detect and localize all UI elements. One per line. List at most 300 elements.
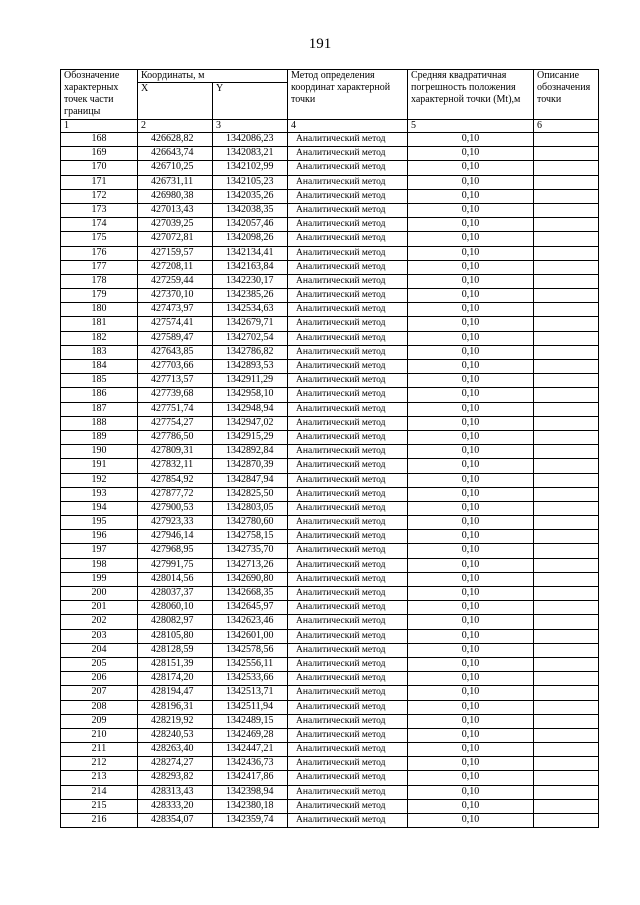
table-row <box>61 572 599 586</box>
table-row <box>61 175 599 189</box>
coord-y-cell: 1342417,86 <box>213 771 288 785</box>
method-cell: Аналитический метод <box>288 587 408 601</box>
description-cell <box>534 189 599 203</box>
coord-x-cell: 427751,74 <box>138 402 213 416</box>
description-cell <box>534 317 599 331</box>
point-number-cell: 168 <box>61 133 138 147</box>
coord-y-cell: 1342035,26 <box>213 189 288 203</box>
coord-y-cell: 1342380,18 <box>213 799 288 813</box>
coord-x-cell: 427968,95 <box>138 544 213 558</box>
table-row <box>61 544 599 558</box>
table-row <box>61 317 599 331</box>
coord-x-cell: 427946,14 <box>138 530 213 544</box>
coord-x-cell: 426643,74 <box>138 147 213 161</box>
method-cell: Аналитический метод <box>288 331 408 345</box>
point-number-cell: 202 <box>61 615 138 629</box>
method-cell: Аналитический метод <box>288 459 408 473</box>
description-cell <box>534 501 599 515</box>
coord-y-cell: 1342102,99 <box>213 161 288 175</box>
description-cell <box>534 558 599 572</box>
coord-y-cell: 1342601,00 <box>213 629 288 643</box>
method-cell: Аналитический метод <box>288 246 408 260</box>
coord-x-cell: 428105,80 <box>138 629 213 643</box>
coord-y-cell: 1342668,35 <box>213 587 288 601</box>
error-cell: 0,10 <box>408 558 534 572</box>
table-row <box>61 218 599 232</box>
coord-x-cell: 427854,92 <box>138 473 213 487</box>
description-cell <box>534 516 599 530</box>
point-number-cell: 214 <box>61 785 138 799</box>
coord-x-cell: 427259,44 <box>138 274 213 288</box>
point-number-cell: 172 <box>61 189 138 203</box>
coord-y-cell: 1342847,94 <box>213 473 288 487</box>
error-cell: 0,10 <box>408 331 534 345</box>
description-cell <box>534 814 599 828</box>
coord-x-cell: 427739,68 <box>138 388 213 402</box>
method-cell: Аналитический метод <box>288 530 408 544</box>
coord-x-cell: 427832,11 <box>138 459 213 473</box>
coord-y-cell: 1342038,35 <box>213 203 288 217</box>
table-row <box>61 445 599 459</box>
table-row <box>61 643 599 657</box>
table-row <box>61 416 599 430</box>
table-row <box>61 799 599 813</box>
coord-x-cell: 428263,40 <box>138 743 213 757</box>
table-body <box>61 133 599 828</box>
coord-x-cell: 427589,47 <box>138 331 213 345</box>
coord-y-cell: 1342134,41 <box>213 246 288 260</box>
error-cell: 0,10 <box>408 246 534 260</box>
point-number-cell: 177 <box>61 260 138 274</box>
method-cell: Аналитический метод <box>288 516 408 530</box>
coord-y-cell: 1342825,50 <box>213 487 288 501</box>
coord-x-cell: 426710,25 <box>138 161 213 175</box>
description-cell <box>534 246 599 260</box>
coord-y-cell: 1342892,84 <box>213 445 288 459</box>
error-cell: 0,10 <box>408 714 534 728</box>
table-row <box>61 459 599 473</box>
description-cell <box>534 274 599 288</box>
point-number-cell: 206 <box>61 672 138 686</box>
table-row <box>61 530 599 544</box>
coord-x-cell: 427703,66 <box>138 360 213 374</box>
description-cell <box>534 544 599 558</box>
table-row <box>61 274 599 288</box>
error-cell: 0,10 <box>408 601 534 615</box>
point-number-cell: 197 <box>61 544 138 558</box>
error-cell: 0,10 <box>408 402 534 416</box>
table-row <box>61 700 599 714</box>
coord-y-cell: 1342511,94 <box>213 700 288 714</box>
coord-y-cell: 1342578,56 <box>213 643 288 657</box>
coordinates-table <box>60 69 599 828</box>
error-cell: 0,10 <box>408 771 534 785</box>
table-row <box>61 629 599 643</box>
coord-y-cell: 1342702,54 <box>213 331 288 345</box>
method-cell: Аналитический метод <box>288 643 408 657</box>
description-cell <box>534 615 599 629</box>
coord-x-cell: 427923,33 <box>138 516 213 530</box>
method-cell: Аналитический метод <box>288 473 408 487</box>
description-cell <box>534 430 599 444</box>
point-number-cell: 170 <box>61 161 138 175</box>
table-row <box>61 672 599 686</box>
coord-y-cell: 1342758,15 <box>213 530 288 544</box>
error-cell: 0,10 <box>408 544 534 558</box>
column-index-cell: 1 <box>61 120 138 133</box>
coord-x-cell: 427208,11 <box>138 260 213 274</box>
method-cell: Аналитический метод <box>288 360 408 374</box>
description-cell <box>534 700 599 714</box>
coord-y-cell: 1342447,21 <box>213 743 288 757</box>
coord-y-cell: 1342230,17 <box>213 274 288 288</box>
table-row <box>61 814 599 828</box>
error-cell: 0,10 <box>408 799 534 813</box>
table-row <box>61 260 599 274</box>
point-number-cell: 189 <box>61 430 138 444</box>
table-row <box>61 728 599 742</box>
description-cell <box>534 728 599 742</box>
error-cell: 0,10 <box>408 317 534 331</box>
coord-x-cell: 428240,53 <box>138 728 213 742</box>
error-cell: 0,10 <box>408 232 534 246</box>
column-index-cell: 6 <box>534 120 599 133</box>
error-cell: 0,10 <box>408 303 534 317</box>
table-row <box>61 246 599 260</box>
point-number-cell: 181 <box>61 317 138 331</box>
description-cell <box>534 161 599 175</box>
coord-x-cell: 426980,38 <box>138 189 213 203</box>
method-cell: Аналитический метод <box>288 203 408 217</box>
table-row <box>61 303 599 317</box>
table-row <box>61 360 599 374</box>
point-number-cell: 180 <box>61 303 138 317</box>
error-cell: 0,10 <box>408 516 534 530</box>
error-cell: 0,10 <box>408 388 534 402</box>
method-cell: Аналитический метод <box>288 686 408 700</box>
method-cell: Аналитический метод <box>288 657 408 671</box>
method-cell: Аналитический метод <box>288 430 408 444</box>
error-cell: 0,10 <box>408 473 534 487</box>
method-cell: Аналитический метод <box>288 303 408 317</box>
table-row <box>61 686 599 700</box>
description-cell <box>534 459 599 473</box>
table-row <box>61 203 599 217</box>
table-row <box>61 487 599 501</box>
table-row <box>61 161 599 175</box>
point-number-cell: 185 <box>61 374 138 388</box>
table-row <box>61 657 599 671</box>
point-number-cell: 191 <box>61 459 138 473</box>
coord-y-cell: 1342534,63 <box>213 303 288 317</box>
table-row <box>61 743 599 757</box>
header-error: Средняя квадратичная погрешность положения характерной точки (Mt),м <box>408 70 534 120</box>
method-cell: Аналитический метод <box>288 743 408 757</box>
coord-y-cell: 1342645,97 <box>213 601 288 615</box>
point-number-cell: 179 <box>61 289 138 303</box>
table-row <box>61 558 599 572</box>
table-row <box>61 402 599 416</box>
error-cell: 0,10 <box>408 785 534 799</box>
table-row <box>61 189 599 203</box>
description-cell <box>534 331 599 345</box>
point-number-cell: 183 <box>61 345 138 359</box>
description-cell <box>534 657 599 671</box>
header-y: Y <box>213 83 288 120</box>
coord-x-cell: 428333,20 <box>138 799 213 813</box>
point-number-cell: 182 <box>61 331 138 345</box>
coord-y-cell: 1342893,53 <box>213 360 288 374</box>
coord-x-cell: 428293,82 <box>138 771 213 785</box>
header-coordinates: Координаты, м <box>138 70 288 83</box>
error-cell: 0,10 <box>408 133 534 147</box>
coord-y-cell: 1342098,26 <box>213 232 288 246</box>
error-cell: 0,10 <box>408 218 534 232</box>
point-number-cell: 176 <box>61 246 138 260</box>
method-cell: Аналитический метод <box>288 445 408 459</box>
description-cell <box>534 643 599 657</box>
description-cell <box>534 260 599 274</box>
table-row <box>61 147 599 161</box>
error-cell: 0,10 <box>408 530 534 544</box>
description-cell <box>534 360 599 374</box>
error-cell: 0,10 <box>408 629 534 643</box>
error-cell: 0,10 <box>408 161 534 175</box>
table-row <box>61 345 599 359</box>
coord-y-cell: 1342105,23 <box>213 175 288 189</box>
coord-y-cell: 1342086,23 <box>213 133 288 147</box>
description-cell <box>534 629 599 643</box>
method-cell: Аналитический метод <box>288 161 408 175</box>
description-cell <box>534 402 599 416</box>
table-row <box>61 374 599 388</box>
point-number-cell: 169 <box>61 147 138 161</box>
coord-y-cell: 1342385,26 <box>213 289 288 303</box>
column-index-cell: 2 <box>138 120 213 133</box>
error-cell: 0,10 <box>408 147 534 161</box>
point-number-cell: 194 <box>61 501 138 515</box>
coord-y-cell: 1342057,46 <box>213 218 288 232</box>
description-cell <box>534 785 599 799</box>
method-cell: Аналитический метод <box>288 402 408 416</box>
point-number-cell: 208 <box>61 700 138 714</box>
description-cell <box>534 232 599 246</box>
header-row <box>61 70 599 83</box>
point-number-cell: 188 <box>61 416 138 430</box>
method-cell: Аналитический метод <box>288 615 408 629</box>
coord-y-cell: 1342948,94 <box>213 402 288 416</box>
error-cell: 0,10 <box>408 501 534 515</box>
description-cell <box>534 203 599 217</box>
method-cell: Аналитический метод <box>288 757 408 771</box>
method-cell: Аналитический метод <box>288 147 408 161</box>
description-cell <box>534 133 599 147</box>
description-cell <box>534 771 599 785</box>
coord-x-cell: 427072,81 <box>138 232 213 246</box>
description-cell <box>534 743 599 757</box>
coord-y-cell: 1342803,05 <box>213 501 288 515</box>
description-cell <box>534 175 599 189</box>
coord-x-cell: 427713,57 <box>138 374 213 388</box>
coord-y-cell: 1342870,39 <box>213 459 288 473</box>
description-cell <box>534 714 599 728</box>
coord-y-cell: 1342556,11 <box>213 657 288 671</box>
coord-x-cell: 428174,20 <box>138 672 213 686</box>
error-cell: 0,10 <box>408 430 534 444</box>
coord-x-cell: 428037,37 <box>138 587 213 601</box>
column-index-cell: 3 <box>213 120 288 133</box>
description-cell <box>534 289 599 303</box>
point-number-cell: 171 <box>61 175 138 189</box>
coord-x-cell: 428060,10 <box>138 601 213 615</box>
error-cell: 0,10 <box>408 289 534 303</box>
table-row <box>61 473 599 487</box>
point-number-cell: 195 <box>61 516 138 530</box>
method-cell: Аналитический метод <box>288 274 408 288</box>
table-row <box>61 430 599 444</box>
coord-x-cell: 427900,53 <box>138 501 213 515</box>
point-number-cell: 174 <box>61 218 138 232</box>
error-cell: 0,10 <box>408 487 534 501</box>
coord-x-cell: 428128,59 <box>138 643 213 657</box>
coord-x-cell: 428196,31 <box>138 700 213 714</box>
header-designation: Обозначение характерных точек части границы <box>61 70 138 120</box>
table-row <box>61 232 599 246</box>
coord-y-cell: 1342713,26 <box>213 558 288 572</box>
error-cell: 0,10 <box>408 686 534 700</box>
coord-y-cell: 1342947,02 <box>213 416 288 430</box>
coord-x-cell: 427473,97 <box>138 303 213 317</box>
method-cell: Аналитический метод <box>288 317 408 331</box>
point-number-cell: 215 <box>61 799 138 813</box>
point-number-cell: 204 <box>61 643 138 657</box>
method-cell: Аналитический метод <box>288 799 408 813</box>
error-cell: 0,10 <box>408 757 534 771</box>
error-cell: 0,10 <box>408 672 534 686</box>
point-number-cell: 201 <box>61 601 138 615</box>
coord-x-cell: 427643,85 <box>138 345 213 359</box>
point-number-cell: 205 <box>61 657 138 671</box>
description-cell <box>534 473 599 487</box>
description-cell <box>534 218 599 232</box>
coord-x-cell: 427574,41 <box>138 317 213 331</box>
coord-y-cell: 1342163,84 <box>213 260 288 274</box>
description-cell <box>534 799 599 813</box>
coord-y-cell: 1342690,80 <box>213 572 288 586</box>
method-cell: Аналитический метод <box>288 785 408 799</box>
coord-y-cell: 1342786,82 <box>213 345 288 359</box>
error-cell: 0,10 <box>408 189 534 203</box>
coord-x-cell: 427809,31 <box>138 445 213 459</box>
method-cell: Аналитический метод <box>288 133 408 147</box>
description-cell <box>534 572 599 586</box>
method-cell: Аналитический метод <box>288 558 408 572</box>
header-x: X <box>138 83 213 120</box>
error-cell: 0,10 <box>408 728 534 742</box>
method-cell: Аналитический метод <box>288 218 408 232</box>
point-number-cell: 187 <box>61 402 138 416</box>
point-number-cell: 216 <box>61 814 138 828</box>
coord-y-cell: 1342436,73 <box>213 757 288 771</box>
method-cell: Аналитический метод <box>288 501 408 515</box>
table-row <box>61 516 599 530</box>
column-index-cell: 4 <box>288 120 408 133</box>
coord-x-cell: 428219,92 <box>138 714 213 728</box>
description-cell <box>534 587 599 601</box>
method-cell: Аналитический метод <box>288 189 408 203</box>
error-cell: 0,10 <box>408 374 534 388</box>
method-cell: Аналитический метод <box>288 814 408 828</box>
table-row <box>61 714 599 728</box>
column-index-cell: 5 <box>408 120 534 133</box>
point-number-cell: 175 <box>61 232 138 246</box>
error-cell: 0,10 <box>408 203 534 217</box>
coord-x-cell: 428274,27 <box>138 757 213 771</box>
table-row <box>61 771 599 785</box>
table-row <box>61 587 599 601</box>
error-cell: 0,10 <box>408 175 534 189</box>
coord-x-cell: 428194,47 <box>138 686 213 700</box>
method-cell: Аналитический метод <box>288 544 408 558</box>
table-row <box>61 501 599 515</box>
coord-y-cell: 1342679,71 <box>213 317 288 331</box>
error-cell: 0,10 <box>408 657 534 671</box>
method-cell: Аналитический метод <box>288 374 408 388</box>
error-cell: 0,10 <box>408 416 534 430</box>
description-cell <box>534 487 599 501</box>
point-number-cell: 200 <box>61 587 138 601</box>
point-number-cell: 184 <box>61 360 138 374</box>
coord-x-cell: 427877,72 <box>138 487 213 501</box>
table-row <box>61 388 599 402</box>
error-cell: 0,10 <box>408 587 534 601</box>
description-cell <box>534 388 599 402</box>
method-cell: Аналитический метод <box>288 388 408 402</box>
point-number-cell: 203 <box>61 629 138 643</box>
point-number-cell: 178 <box>61 274 138 288</box>
coord-x-cell: 428014,56 <box>138 572 213 586</box>
column-index-row <box>61 120 599 133</box>
point-number-cell: 207 <box>61 686 138 700</box>
point-number-cell: 196 <box>61 530 138 544</box>
point-number-cell: 190 <box>61 445 138 459</box>
table-row <box>61 331 599 345</box>
coord-x-cell: 428354,07 <box>138 814 213 828</box>
description-cell <box>534 416 599 430</box>
coord-x-cell: 426731,11 <box>138 175 213 189</box>
point-number-cell: 199 <box>61 572 138 586</box>
coord-y-cell: 1342469,28 <box>213 728 288 742</box>
coord-y-cell: 1342915,29 <box>213 430 288 444</box>
method-cell: Аналитический метод <box>288 601 408 615</box>
page-number: 191 <box>308 36 332 52</box>
method-cell: Аналитический метод <box>288 672 408 686</box>
method-cell: Аналитический метод <box>288 345 408 359</box>
table-row <box>61 785 599 799</box>
point-number-cell: 213 <box>61 771 138 785</box>
error-cell: 0,10 <box>408 360 534 374</box>
table-row <box>61 757 599 771</box>
error-cell: 0,10 <box>408 345 534 359</box>
header-method: Метод определения координат характерной точки <box>288 70 408 120</box>
method-cell: Аналитический метод <box>288 728 408 742</box>
method-cell: Аналитический метод <box>288 771 408 785</box>
description-cell <box>534 147 599 161</box>
coord-x-cell: 427991,75 <box>138 558 213 572</box>
description-cell <box>534 445 599 459</box>
coord-y-cell: 1342735,70 <box>213 544 288 558</box>
table-row <box>61 601 599 615</box>
